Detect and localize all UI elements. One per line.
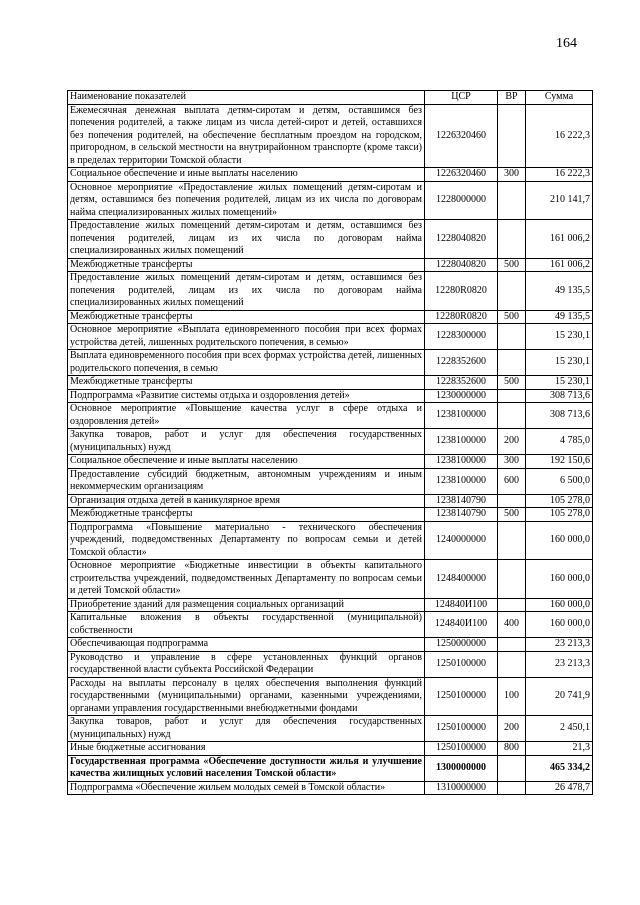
row-sum-cell: 2 450,1 xyxy=(526,716,593,742)
row-csr-cell: 1250100000 xyxy=(425,742,498,756)
row-vr-cell: 500 xyxy=(498,310,526,324)
table-row xyxy=(68,403,593,429)
table-row xyxy=(68,324,593,350)
row-name-cell: Ежемесячная денежная выплата детям-сиротам и детям, оставшимся без попечения родителей, а также лицам из числа детей-сирот и детей, оставшихся без попечения родителей, на обеспечение бесплатным проездом на городском, пригородном, в сельской местности на внутрирайонном транспорте (кроме такси) в пределах территории Томской области xyxy=(68,104,425,168)
table-row xyxy=(68,468,593,494)
row-csr-cell: 1226320460 xyxy=(425,168,498,182)
row-csr-cell: 1240000000 xyxy=(425,521,498,560)
page-number: 164 xyxy=(556,36,577,51)
row-sum-cell: 308 713,6 xyxy=(526,389,593,403)
row-csr-cell: 1250000000 xyxy=(425,638,498,652)
row-csr-cell: 12280R0820 xyxy=(425,272,498,311)
row-csr-cell: 1228040820 xyxy=(425,258,498,272)
row-name-cell: Межбюджетные трансферты xyxy=(68,376,425,390)
row-sum-cell: 465 334,2 xyxy=(526,755,593,781)
row-vr-cell xyxy=(498,521,526,560)
row-name-cell: Руководство и управление в сфере установленных функций органов государственной власти субъекта Российской Федерации xyxy=(68,651,425,677)
row-name-cell: Подпрограмма «Развитие системы отдыха и оздоровления детей» xyxy=(68,389,425,403)
row-name-cell: Организация отдыха детей в каникулярное время xyxy=(68,494,425,508)
table-row xyxy=(68,742,593,756)
row-sum-cell: 49 135,5 xyxy=(526,310,593,324)
table-row xyxy=(68,272,593,311)
row-sum-cell: 160 000,0 xyxy=(526,598,593,612)
header-sum: Сумма xyxy=(526,91,593,105)
row-vr-cell xyxy=(498,104,526,168)
row-name-cell: Закупка товаров, работ и услуг для обеспечения государственных (муниципальных) нужд xyxy=(68,429,425,455)
row-vr-cell: 200 xyxy=(498,716,526,742)
row-name-cell: Основное мероприятие «Предоставление жилых помещений детям-сиротам и детям, оставшимся без попечения родителей, лицам из их числа по договорам найма специализированных жилых помещений» xyxy=(68,181,425,220)
table-header-row xyxy=(68,91,593,105)
table-row xyxy=(68,638,593,652)
row-sum-cell: 15 230,1 xyxy=(526,324,593,350)
header-vr: ВР xyxy=(498,91,526,105)
row-name-cell: Приобретение зданий для размещения социальных организаций xyxy=(68,598,425,612)
row-csr-cell: 1238100000 xyxy=(425,455,498,469)
row-sum-cell: 210 141,7 xyxy=(526,181,593,220)
row-sum-cell: 20 741,9 xyxy=(526,677,593,716)
header-name: Наименование показателей xyxy=(68,91,425,105)
row-csr-cell: 1238100000 xyxy=(425,403,498,429)
row-vr-cell xyxy=(498,403,526,429)
row-vr-cell xyxy=(498,560,526,599)
row-name-cell: Выплата единовременного пособия при всех формах устройства детей, лишенных родительского попечения, в семью xyxy=(68,350,425,376)
row-sum-cell: 23 213,3 xyxy=(526,638,593,652)
row-csr-cell: 1250100000 xyxy=(425,716,498,742)
row-sum-cell: 105 278,0 xyxy=(526,494,593,508)
row-vr-cell xyxy=(498,389,526,403)
row-vr-cell: 300 xyxy=(498,455,526,469)
row-csr-cell: 124840И100 xyxy=(425,598,498,612)
row-csr-cell: 1250100000 xyxy=(425,677,498,716)
table-row xyxy=(68,781,593,795)
table-row xyxy=(68,350,593,376)
row-name-cell: Расходы на выплаты персоналу в целях обеспечения выполнения функций государственными (муниципальными) органами, казенными учреждениями, органами управления государственными внебюджетными фондами xyxy=(68,677,425,716)
row-vr-cell xyxy=(498,781,526,795)
row-vr-cell xyxy=(498,755,526,781)
row-csr-cell: 1300000000 xyxy=(425,755,498,781)
table-row xyxy=(68,429,593,455)
table-row xyxy=(68,376,593,390)
row-vr-cell xyxy=(498,324,526,350)
table-row xyxy=(68,677,593,716)
row-sum-cell: 6 500,0 xyxy=(526,468,593,494)
row-name-cell: Социальное обеспечение и иные выплаты населению xyxy=(68,455,425,469)
row-vr-cell xyxy=(498,350,526,376)
table-row xyxy=(68,521,593,560)
row-sum-cell: 4 785,0 xyxy=(526,429,593,455)
row-vr-cell xyxy=(498,220,526,259)
row-vr-cell xyxy=(498,181,526,220)
row-vr-cell xyxy=(498,598,526,612)
row-sum-cell: 15 230,1 xyxy=(526,350,593,376)
table-row xyxy=(68,560,593,599)
row-csr-cell: 12280R0820 xyxy=(425,310,498,324)
row-csr-cell: 1228352600 xyxy=(425,376,498,390)
row-csr-cell: 1230000000 xyxy=(425,389,498,403)
row-sum-cell: 308 713,6 xyxy=(526,403,593,429)
row-name-cell: Закупка товаров, работ и услуг для обеспечения государственных (муниципальных) нужд xyxy=(68,716,425,742)
row-sum-cell: 192 150,6 xyxy=(526,455,593,469)
row-sum-cell: 160 000,0 xyxy=(526,521,593,560)
row-sum-cell: 16 222,3 xyxy=(526,168,593,182)
row-vr-cell: 400 xyxy=(498,612,526,638)
row-vr-cell: 600 xyxy=(498,468,526,494)
row-vr-cell xyxy=(498,638,526,652)
row-csr-cell: 1250100000 xyxy=(425,651,498,677)
row-csr-cell: 1248400000 xyxy=(425,560,498,599)
row-vr-cell xyxy=(498,272,526,311)
table-row xyxy=(68,181,593,220)
row-sum-cell: 161 006,2 xyxy=(526,258,593,272)
row-vr-cell: 500 xyxy=(498,508,526,522)
row-csr-cell: 1228352600 xyxy=(425,350,498,376)
row-name-cell: Основное мероприятие «Повышение качества услуг в сфере отдыха и оздоровления детей» xyxy=(68,403,425,429)
table-row xyxy=(68,389,593,403)
row-sum-cell: 160 000,0 xyxy=(526,560,593,599)
table-row xyxy=(68,104,593,168)
row-name-cell: Государственная программа «Обеспечение доступности жилья и улучшение качества жилищных условий населения Томской области» xyxy=(68,755,425,781)
table-row xyxy=(68,508,593,522)
row-csr-cell: 1228300000 xyxy=(425,324,498,350)
row-vr-cell xyxy=(498,651,526,677)
table-row xyxy=(68,494,593,508)
header-csr: ЦСР xyxy=(425,91,498,105)
table-row xyxy=(68,598,593,612)
row-sum-cell: 16 222,3 xyxy=(526,104,593,168)
row-sum-cell: 160 000,0 xyxy=(526,612,593,638)
row-name-cell: Подпрограмма «Повышение материально - технического обеспечения учреждений, подведомственных Департаменту по вопросам семьи и детей Томской области» xyxy=(68,521,425,560)
table-row xyxy=(68,612,593,638)
table-row xyxy=(68,258,593,272)
row-sum-cell: 23 213,3 xyxy=(526,651,593,677)
row-name-cell: Межбюджетные трансферты xyxy=(68,508,425,522)
row-sum-cell: 161 006,2 xyxy=(526,220,593,259)
row-csr-cell: 1228040820 xyxy=(425,220,498,259)
budget-table xyxy=(67,90,593,795)
row-vr-cell: 300 xyxy=(498,168,526,182)
table-row xyxy=(68,755,593,781)
row-csr-cell: 124840И100 xyxy=(425,612,498,638)
row-name-cell: Подпрограмма «Обеспечение жильем молодых семей в Томской области» xyxy=(68,781,425,795)
row-sum-cell: 15 230,1 xyxy=(526,376,593,390)
row-vr-cell: 200 xyxy=(498,429,526,455)
table-row xyxy=(68,220,593,259)
row-name-cell: Социальное обеспечение и иные выплаты населению xyxy=(68,168,425,182)
row-name-cell: Предоставление жилых помещений детям-сиротам и детям, оставшимся без попечения родителей, лицам из их числа по договорам найма специализированных жилых помещений xyxy=(68,220,425,259)
row-name-cell: Иные бюджетные ассигнования xyxy=(68,742,425,756)
row-vr-cell: 500 xyxy=(498,258,526,272)
row-vr-cell: 500 xyxy=(498,376,526,390)
row-csr-cell: 1310000000 xyxy=(425,781,498,795)
row-csr-cell: 1238100000 xyxy=(425,429,498,455)
row-name-cell: Предоставление субсидий бюджетным, автономным учреждениям и иным некоммерческим организациям xyxy=(68,468,425,494)
table-row xyxy=(68,716,593,742)
table-row xyxy=(68,310,593,324)
row-vr-cell: 100 xyxy=(498,677,526,716)
row-sum-cell: 49 135,5 xyxy=(526,272,593,311)
table-row xyxy=(68,168,593,182)
row-name-cell: Межбюджетные трансферты xyxy=(68,258,425,272)
row-name-cell: Обеспечивающая подпрограмма xyxy=(68,638,425,652)
row-name-cell: Основное мероприятие «Бюджетные инвестиции в объекты капитального строительства учреждений, подведомственных Департаменту по вопросам семьи и детей Томской области» xyxy=(68,560,425,599)
row-name-cell: Капитальные вложения в объекты государственной (муниципальной) собственности xyxy=(68,612,425,638)
table-row xyxy=(68,455,593,469)
row-csr-cell: 1238140790 xyxy=(425,508,498,522)
row-csr-cell: 1238140790 xyxy=(425,494,498,508)
row-csr-cell: 1226320460 xyxy=(425,104,498,168)
row-csr-cell: 1228000000 xyxy=(425,181,498,220)
row-csr-cell: 1238100000 xyxy=(425,468,498,494)
row-sum-cell: 105 278,0 xyxy=(526,508,593,522)
row-sum-cell: 21,3 xyxy=(526,742,593,756)
row-name-cell: Предоставление жилых помещений детям-сиротам и детям, оставшимся без попечения родителей, лицам из их числа по договорам найма специализированных жилых помещений xyxy=(68,272,425,311)
row-name-cell: Межбюджетные трансферты xyxy=(68,310,425,324)
row-vr-cell xyxy=(498,494,526,508)
row-sum-cell: 26 478,7 xyxy=(526,781,593,795)
table-row xyxy=(68,651,593,677)
row-name-cell: Основное мероприятие «Выплата единовременного пособия при всех формах устройства детей, лишенных родительского попечения, в семью» xyxy=(68,324,425,350)
row-vr-cell: 800 xyxy=(498,742,526,756)
